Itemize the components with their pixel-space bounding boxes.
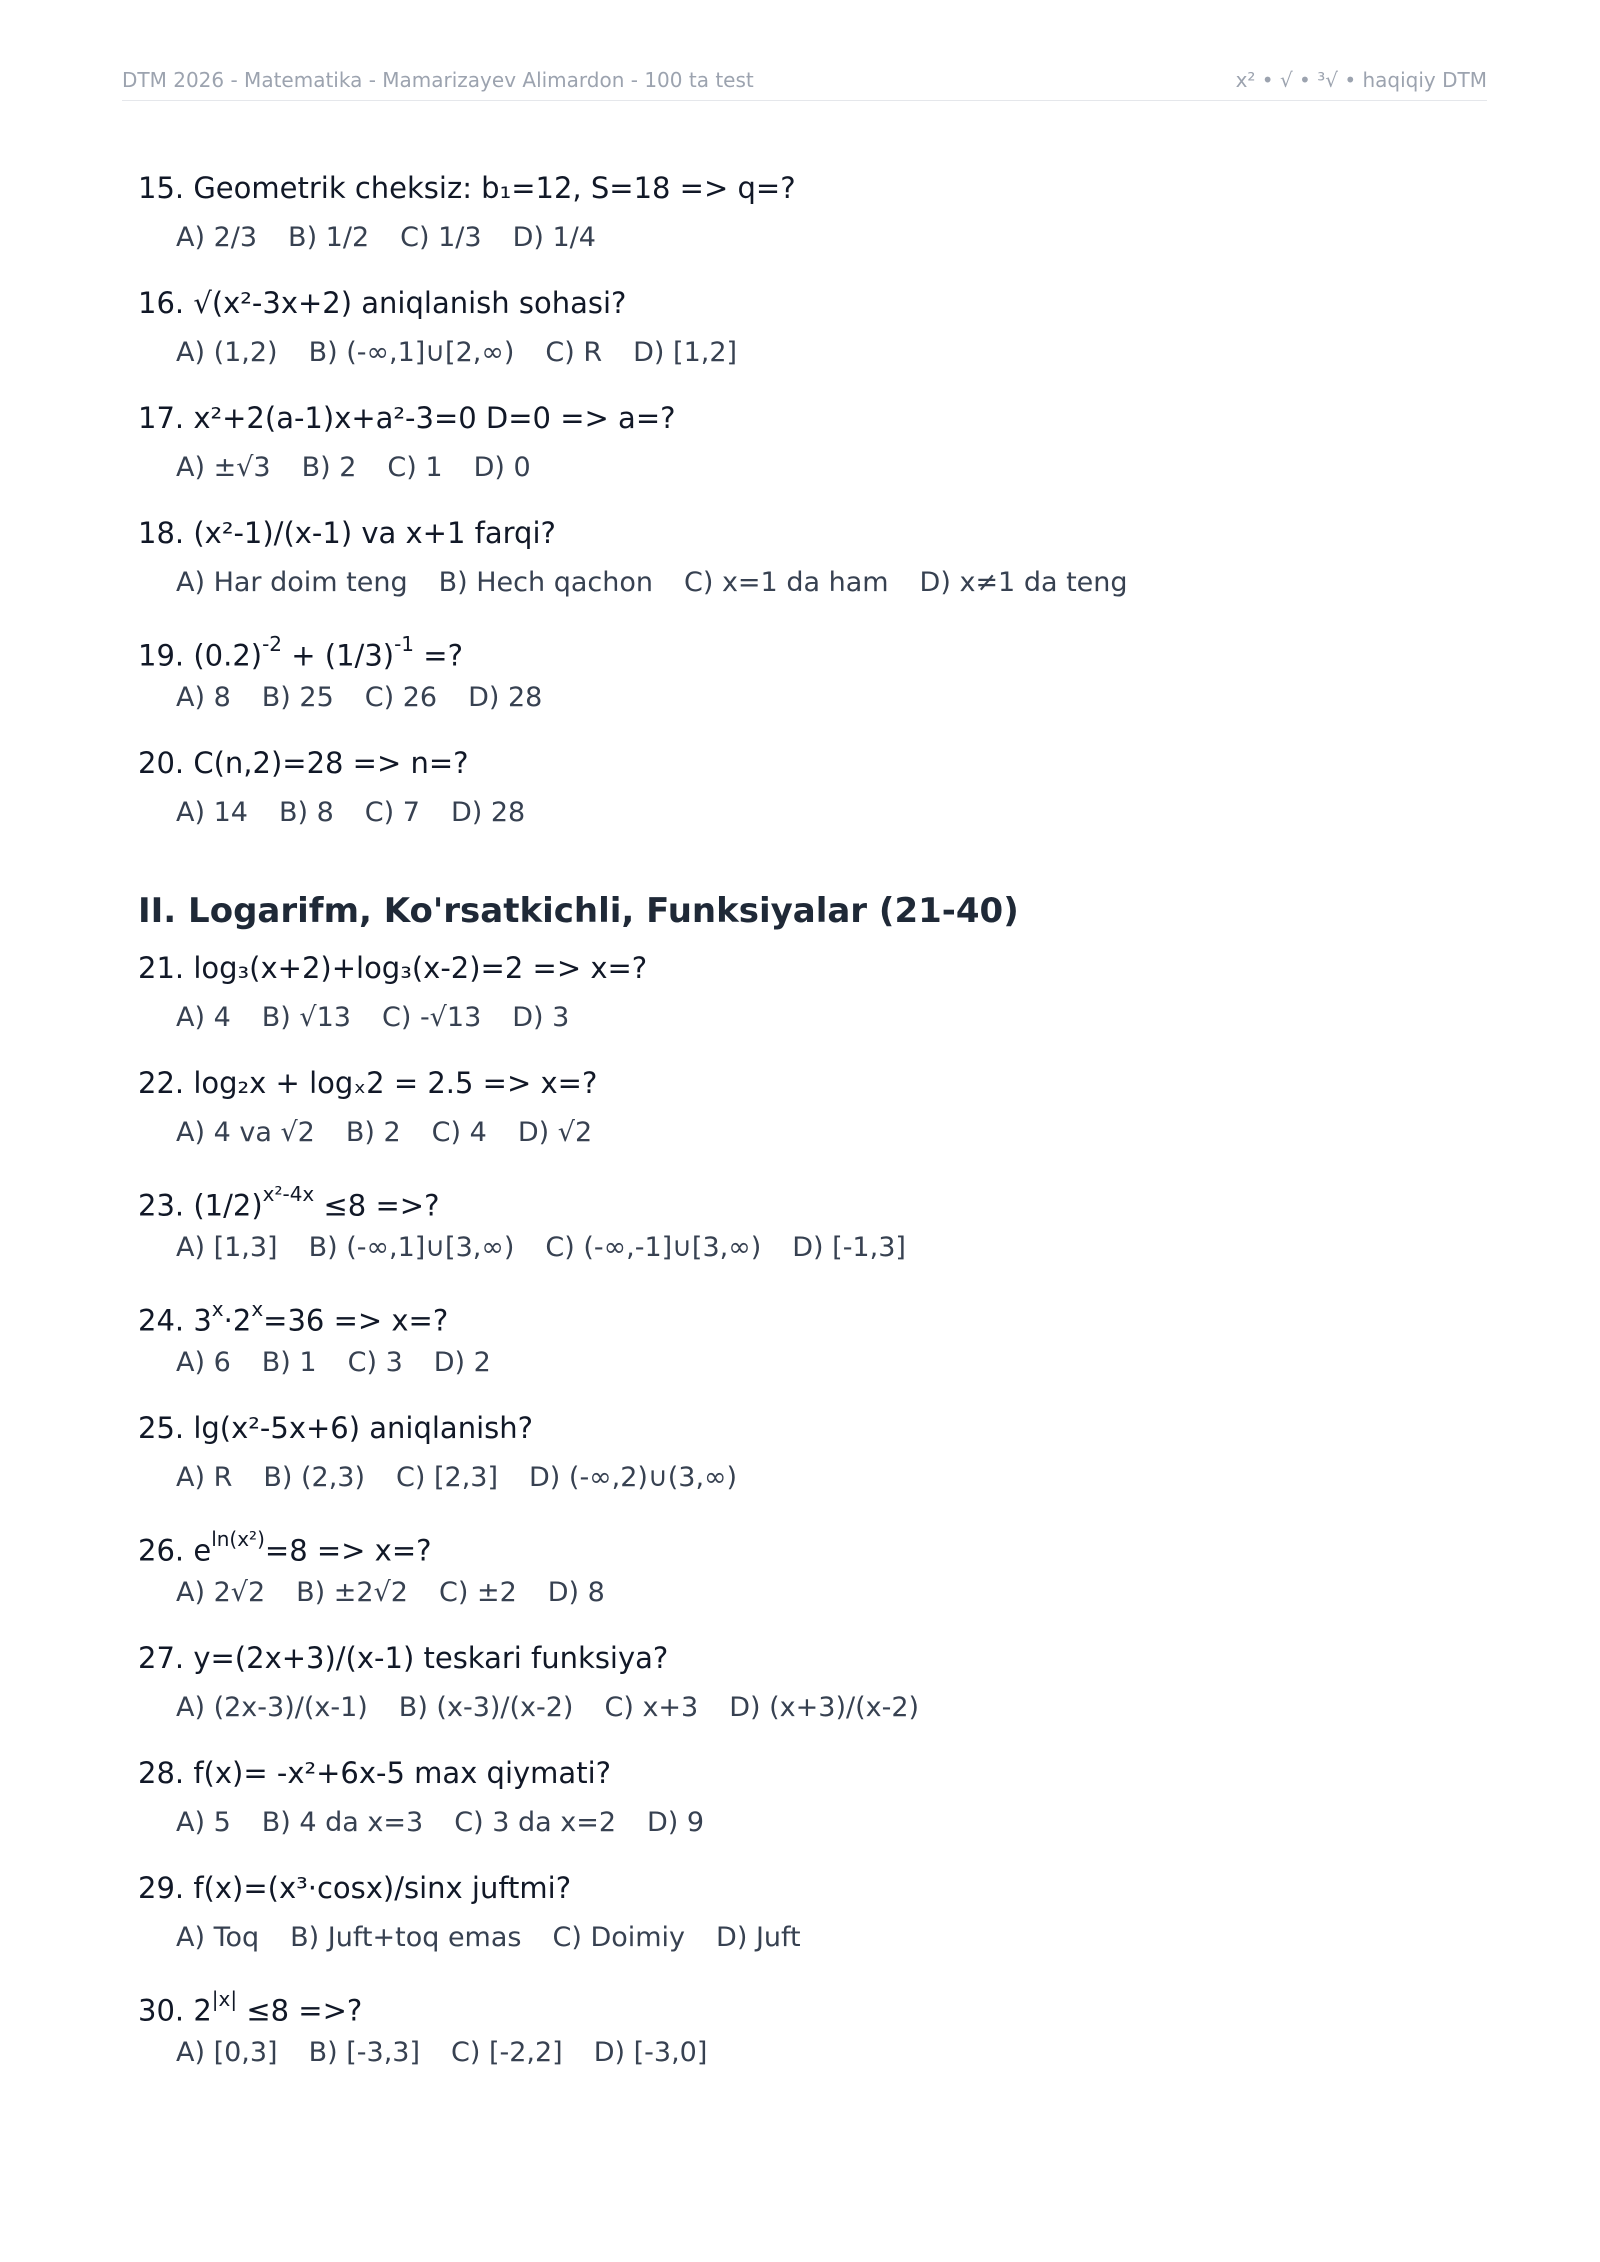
question-text: 18. (x²-1)/(x-1) va x+1 farqi? [138, 516, 556, 550]
option-b[interactable]: B) 1/2 [288, 222, 370, 253]
option-a[interactable]: A) R [176, 1462, 233, 1493]
option-b[interactable]: B) (x-3)/(x-2) [398, 1692, 574, 1723]
option-c[interactable]: C) -√13 [381, 1002, 482, 1033]
expr-part: =? [414, 638, 463, 673]
question-text: 28. f(x)= -x²+6x-5 max qiymati? [138, 1756, 612, 1790]
option-c[interactable]: C) 4 [431, 1117, 487, 1148]
option-d[interactable]: D) √2 [517, 1117, 593, 1148]
question-30 [138, 1983, 1468, 2072]
option-b[interactable]: B) ±2√2 [296, 1577, 408, 1608]
answer-options [176, 564, 1468, 602]
answer-options [176, 794, 1468, 832]
question-15 [138, 168, 1468, 257]
exponent: x²-4x [262, 1182, 315, 1206]
question-text: 17. x²+2(a-1)x+a²-3=0 D=0 => a=? [138, 401, 676, 435]
question-22 [138, 1063, 1468, 1152]
option-c[interactable]: C) 3 [347, 1347, 403, 1378]
question-text [138, 1293, 1468, 1338]
option-d[interactable]: D) [-3,0] [593, 2037, 708, 2068]
option-a[interactable]: A) (2x-3)/(x-1) [176, 1692, 368, 1723]
expr-part: ≤8 =>? [314, 1188, 440, 1223]
option-d[interactable]: D) x≠1 da teng [919, 567, 1128, 598]
option-b[interactable]: B) √13 [261, 1002, 351, 1033]
question-20 [138, 743, 1468, 832]
option-a[interactable]: A) [0,3] [176, 2037, 278, 2068]
question-25 [138, 1408, 1468, 1497]
option-d[interactable]: D) 9 [647, 1807, 705, 1838]
option-b[interactable]: B) (-∞,1]∪[2,∞) [308, 337, 515, 368]
question-text: 29. f(x)=(x³·cosx)/sinx juftmi? [138, 1871, 572, 1905]
option-a[interactable]: A) 4 [176, 1002, 231, 1033]
exponent: ln(x²) [211, 1527, 265, 1551]
expr-part: 24. 3 [138, 1303, 212, 1338]
option-a[interactable]: A) 4 va √2 [176, 1117, 315, 1148]
option-b[interactable]: B) [-3,3] [308, 2037, 420, 2068]
option-c[interactable]: C) [-2,2] [450, 2037, 563, 2068]
option-a[interactable]: A) 6 [176, 1347, 231, 1378]
answer-options [176, 1919, 1468, 1957]
question-26 [138, 1523, 1468, 1612]
option-a[interactable]: A) (1,2) [176, 337, 278, 368]
option-d[interactable]: D) Juft [716, 1922, 801, 1953]
answer-options [176, 679, 1468, 717]
exponent: x [251, 1297, 264, 1321]
expr-part: + (1/3) [282, 638, 395, 673]
option-c[interactable]: C) [2,3] [396, 1462, 498, 1493]
question-27 [138, 1638, 1468, 1727]
option-d[interactable]: D) 28 [450, 797, 526, 828]
option-a[interactable]: A) 5 [176, 1807, 231, 1838]
option-a[interactable]: A) Toq [176, 1922, 260, 1953]
option-c[interactable]: C) x+3 [604, 1692, 699, 1723]
question-19 [138, 628, 1468, 717]
answer-options [176, 449, 1468, 487]
answer-options [176, 2034, 1468, 2072]
question-text: 21. log₃(x+2)+log₃(x-2)=2 => x=? [138, 951, 648, 985]
option-b[interactable]: B) 2 [301, 452, 357, 483]
answer-options [176, 1229, 1468, 1267]
answer-options [176, 1344, 1468, 1382]
option-d[interactable]: D) 28 [468, 682, 543, 713]
option-a[interactable]: A) ±√3 [176, 452, 271, 483]
expr-part: 19. (0.2) [138, 638, 263, 673]
option-c[interactable]: C) 3 da x=2 [454, 1807, 616, 1838]
option-a[interactable]: A) 14 [176, 797, 248, 828]
option-b[interactable]: B) Juft+toq emas [290, 1922, 522, 1953]
option-d[interactable]: D) (x+3)/(x-2) [729, 1692, 920, 1723]
question-text [138, 1178, 1468, 1223]
expr-part: 23. (1/2) [138, 1188, 263, 1223]
answer-options [176, 1574, 1468, 1612]
question-text: 16. √(x²-3x+2) aniqlanish sohasi? [138, 286, 627, 320]
question-17 [138, 398, 1468, 487]
answer-options [176, 219, 1468, 257]
option-a[interactable]: A) 8 [176, 682, 231, 713]
answer-options [176, 334, 1468, 372]
header-left-text: DTM 2026 - Matematika - Mamarizayev Alimardon - 100 ta test [122, 68, 754, 92]
option-a[interactable]: A) 2√2 [176, 1577, 266, 1608]
option-d[interactable]: D) 0 [473, 452, 531, 483]
option-c[interactable]: C) 7 [364, 797, 420, 828]
expr-part: ·2 [223, 1303, 252, 1338]
option-a[interactable]: A) 2/3 [176, 222, 258, 253]
option-a[interactable]: A) [1,3] [176, 1232, 278, 1263]
expr-part: =36 => x=? [263, 1303, 449, 1338]
question-text: 25. lg(x²-5x+6) aniqlanish? [138, 1411, 534, 1445]
expr-part: =8 => x=? [264, 1533, 432, 1568]
option-c[interactable]: C) (-∞,-1]∪[3,∞) [545, 1232, 762, 1263]
question-21 [138, 948, 1468, 1037]
exponent: -1 [394, 632, 415, 656]
question-18 [138, 513, 1468, 602]
option-c[interactable]: C) ±2 [438, 1577, 517, 1608]
question-text [138, 628, 1468, 673]
answer-options [176, 1689, 1468, 1727]
page-header [122, 68, 1487, 101]
test-content [138, 168, 1468, 2098]
option-b[interactable]: B) 2 [345, 1117, 401, 1148]
expr-part: 30. 2 [138, 1993, 212, 2028]
option-c[interactable]: C) 1 [387, 452, 443, 483]
question-23 [138, 1178, 1468, 1267]
section-heading: II. Logarifm, Ko'rsatkichli, Funksiyalar (21-40) [138, 891, 1019, 931]
option-d[interactable]: D) 3 [512, 1002, 570, 1033]
option-b[interactable]: B) 4 da x=3 [261, 1807, 424, 1838]
option-b[interactable]: B) (2,3) [263, 1462, 366, 1493]
answer-options [176, 1804, 1468, 1842]
answer-options [176, 1114, 1468, 1152]
option-d[interactable]: D) [1,2] [633, 337, 738, 368]
exponent: x [211, 1297, 224, 1321]
question-text: 22. log₂x + logₓ2 = 2.5 => x=? [138, 1066, 598, 1100]
option-b[interactable]: B) 25 [261, 682, 334, 713]
option-b[interactable]: B) Hech qachon [438, 567, 653, 598]
question-24 [138, 1293, 1468, 1382]
option-c[interactable]: C) x=1 da ham [683, 567, 889, 598]
question-text [138, 1983, 1468, 2028]
option-c[interactable]: C) 26 [364, 682, 438, 713]
question-28 [138, 1753, 1468, 1842]
question-text: 27. y=(2x+3)/(x-1) teskari funksiya? [138, 1641, 669, 1675]
option-d[interactable]: D) 1/4 [512, 222, 596, 253]
option-d[interactable]: D) 8 [547, 1577, 605, 1608]
question-text [138, 1523, 1468, 1568]
expr-part: 26. e [138, 1533, 212, 1568]
question-29 [138, 1868, 1468, 1957]
option-d[interactable]: D) (-∞,2)∪(3,∞) [529, 1462, 738, 1493]
option-d[interactable]: D) 2 [433, 1347, 491, 1378]
option-d[interactable]: D) [-1,3] [792, 1232, 906, 1263]
question-text: 15. Geometrik cheksiz: b₁=12, S=18 => q=? [138, 171, 796, 205]
option-b[interactable]: B) 1 [261, 1347, 317, 1378]
question-16 [138, 283, 1468, 372]
header-right-text: x² • √ • ³√ • haqiqiy DTM [1235, 68, 1487, 92]
answer-options [176, 1459, 1468, 1497]
question-text: 20. C(n,2)=28 => n=? [138, 746, 469, 780]
exponent: -2 [262, 632, 283, 656]
option-c[interactable]: C) Doimiy [552, 1922, 686, 1953]
option-c[interactable]: C) 1/3 [400, 222, 482, 253]
option-b[interactable]: B) (-∞,1]∪[3,∞) [308, 1232, 515, 1263]
expr-part: ≤8 =>? [237, 1993, 363, 2028]
exponent: |x| [211, 1987, 238, 2011]
answer-options [176, 999, 1468, 1037]
option-b[interactable]: B) 8 [278, 797, 334, 828]
option-c[interactable]: C) R [545, 337, 603, 368]
option-a[interactable]: A) Har doim teng [176, 567, 408, 598]
